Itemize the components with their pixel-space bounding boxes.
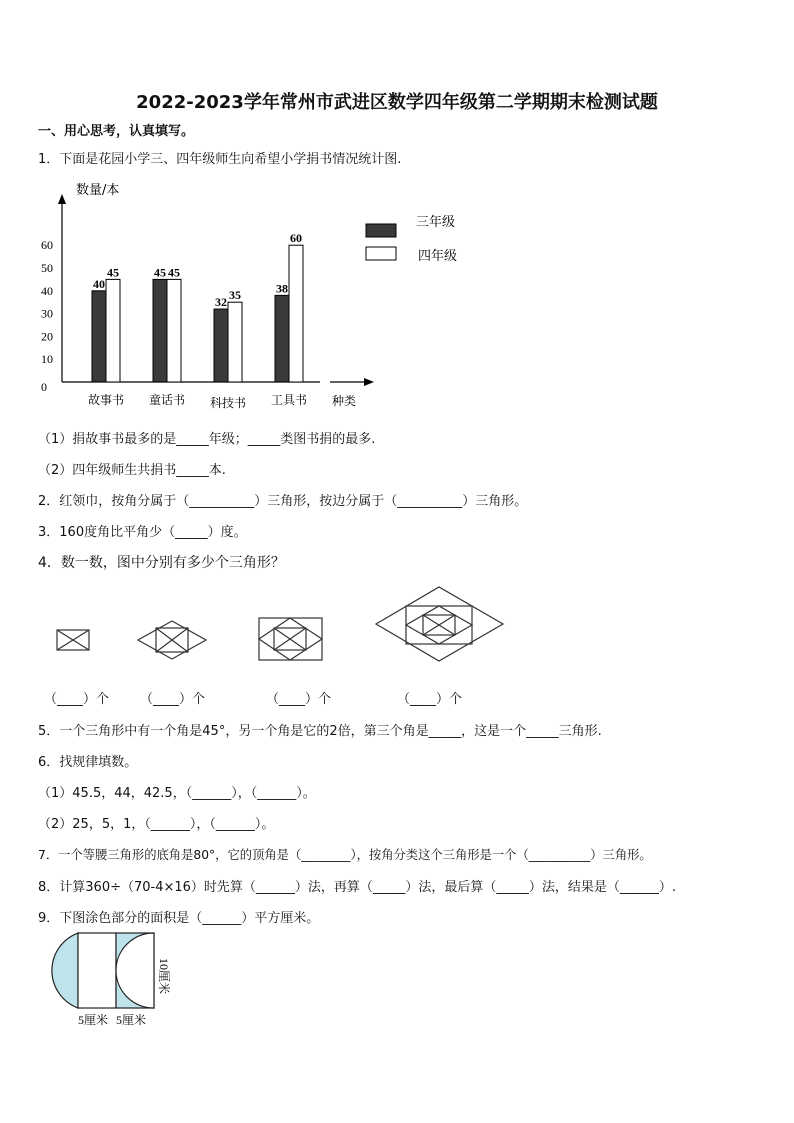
question-5: 5．一个三角形中有一个角是45°，另一个角是它的2倍，第三个角是_____，这是一个_____三角形. [38,724,602,739]
question-6-part-2: （2）25，5，1，（______），（______）。 [38,817,275,832]
legend-swatch-grade4 [366,247,396,260]
question-9: 9．下图涂色部分的面积是（______）平方厘米。 [38,911,320,926]
bar-grade3-0 [92,291,106,382]
bar-value-label: 45 [168,265,180,280]
y-tick-label: 30 [41,306,53,321]
question-3: 3．160度角比平角少（_____）度。 [38,525,247,540]
legend-label-grade4: 四年级 [418,249,458,264]
question-1-part-2: （2）四年级师生共捐书_____本. [38,463,226,478]
bar-grade4-3 [289,245,303,382]
question-6-part-1: （1）45.5，44，42.5，（______），（______）。 [38,786,316,801]
middle-rectangle [78,933,116,1008]
width-label-1: 5厘米 [78,1013,109,1027]
y-axis-arrow [58,194,66,204]
width-label-2: 5厘米 [116,1013,147,1027]
page-title: 2022-2023学年常州市武进区数学四年级第二学期期末检测试题 [136,92,658,113]
bar-value-label: 45 [154,265,166,280]
answer-blank-figure-2[interactable]: （____）个 [140,692,206,707]
y-tick-label: 10 [41,352,53,367]
bar-value-label: 38 [276,281,288,296]
bar-value-label: 60 [290,231,302,246]
legend-label-grade3: 三年级 [416,215,456,230]
category-label: 童话书 [148,393,186,407]
bar-grade3-1 [153,279,167,382]
y-tick-label: 60 [41,238,53,253]
question-6: 6．找规律填数。 [38,755,138,770]
y-tick-label: 0 [41,380,47,394]
bar-grade4-0 [106,279,120,382]
shaded-left-semicircle [52,933,78,1008]
category-label: 科技书 [209,396,247,410]
question-1-part-1: （1）捐故事书最多的是_____年级；_____类图书捐的最多. [38,432,376,447]
bar-grade3-3 [275,295,289,382]
bar-grade4-2 [228,302,242,382]
y-tick-label: 50 [41,261,53,275]
y-tick-label: 20 [41,329,53,344]
answer-blank-figure-4[interactable]: （____）个 [397,692,463,707]
area-figure [38,928,198,1032]
figure-2 [138,621,206,659]
question-2: 2．红领巾，按角分属于（__________）三角形，按边分属于（__________）三角形。 [38,494,528,509]
figure-4 [376,587,503,661]
bar-value-label: 35 [229,288,241,303]
height-label: 10厘米 [157,958,171,995]
bar-grade3-2 [214,309,228,382]
question-7: 7．一个等腰三角形的底角是80°，它的顶角是（________），按角分类这个三角形是一个（__________）三角形。 [38,848,652,862]
bar-value-label: 40 [93,276,105,291]
triangle-figures [40,585,520,675]
x-axis-label: 种类 [332,394,357,408]
question-4: 4．数一数，图中分别有多少个三角形？ [38,555,285,571]
x-axis-arrow [364,378,374,386]
category-label: 故事书 [87,393,125,407]
question-8: 8．计算360÷（70-4×16）时先算（______）法，再算（_____）法，最后算（_____）法，结果是（______）. [38,880,677,895]
figure-3 [259,618,322,660]
bar-value-label: 45 [107,265,119,280]
bar-grade4-1 [167,279,181,382]
y-axis-label: 数量/本 [76,183,120,198]
answer-blank-figure-3[interactable]: （____）个 [266,692,332,707]
y-tick-label: 40 [41,283,53,298]
answer-blank-figure-1[interactable]: （____）个 [44,692,110,707]
figure-1 [57,630,89,650]
section-heading: 一、用心思考，认真填写。 [38,124,195,139]
legend-swatch-grade3 [366,224,396,237]
bar-chart [30,170,490,415]
category-label: 工具书 [270,393,308,407]
question-1: 1．下面是花园小学三、四年级师生向希望小学捐书情况统计图. [38,152,402,167]
bar-value-label: 32 [215,295,227,310]
